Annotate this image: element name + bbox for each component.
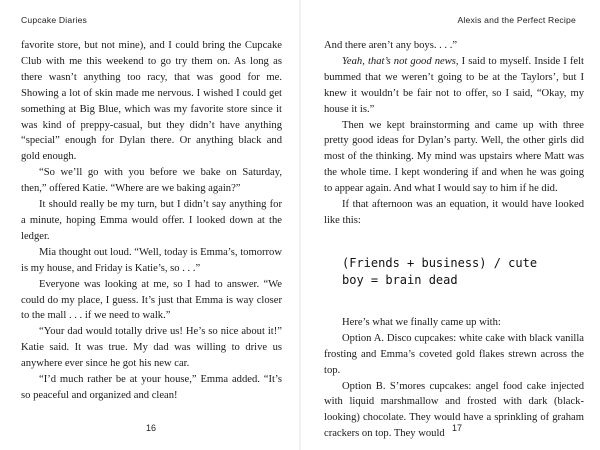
running-head-series-title: Cupcake Diaries — [21, 15, 88, 25]
paragraph: And there aren’t any boys. . . .” — [324, 40, 458, 51]
page-number: 16 — [146, 423, 157, 433]
paragraph-continuation: I said to myself. Inside I felt bummed that we weren’t going to be at the Taylors’, but I knew it wouldn’t be fair not to offer, so I said, “Okay, my house it is.” — [324, 55, 584, 115]
left-page-body — [21, 38, 282, 404]
handwritten-equation — [342, 255, 584, 289]
paragraph — [324, 54, 584, 118]
paragraph: favorite store, but not mine), and I could bring the Cupcake Club with me this weekend to go try them on. As long as there wasn’t anything too racy, that was good for me. Showing a lot of skin made me nervous. I wished I could get something at Big Blue, which was my favorite store since it was kind of preppy-casual, but they didn’t have anything “special” enough for Dylan there. Or anything black and gold enough. — [21, 40, 282, 163]
equation-line-1: (Friends + business) / cute — [342, 255, 538, 270]
paragraph: Everyone was looking at me, so I had to answer. “We could do my place, I guess. It’s just that Emma is way closer to the mall . . . if we need to walk.” — [21, 278, 282, 322]
equation-line-2: boy = brain dead — [342, 272, 458, 287]
paragraph: Here’s what we finally came up with: — [342, 316, 501, 328]
italic-thought: Yeah, that’s not good news, — [342, 55, 459, 67]
paragraph: “Your dad would totally drive us! He’s so nice about it!” Katie said. It was true. My dad was willing to drive us anywhere ever since he got his new car. — [21, 326, 282, 370]
paragraph: “So we’ll go with you before we bake on Saturday, then,” offered Katie. “Where are we baking again?” — [21, 167, 282, 195]
paragraph: Then we kept brainstorming and came up with three pretty good ideas for Dylan’s party. Well, the other girls did most of the thinking. My mind was upstairs where Matt was the whole time. I kept wondering if and when he was going to appear again. And what I would say to him if he did. — [324, 119, 584, 195]
paragraph: Option B. S’mores cupcakes: angel food cake injected with liquid marshmallow and frosted with dark (black-looking) chocolate. They would have a sprinkling of graham crackers on top. They would — [324, 380, 584, 440]
right-page — [300, 0, 600, 450]
paragraph: “I’d much rather be at your house,” Emma added. “It’s so peaceful and organized and clean! — [21, 374, 282, 401]
paragraph: Mia thought out loud. “Well, today is Emma’s, tomorrow is my house, and Friday is Katie’s, so . . .” — [21, 246, 282, 274]
paragraph: If that afternoon was an equation, it would have looked like this: — [324, 199, 584, 226]
page-number: 17 — [452, 423, 463, 433]
running-head-book-title: Alexis and the Perfect Recipe — [457, 15, 576, 25]
right-page-body — [324, 38, 584, 442]
paragraph: It should really be my turn, but I didn’t say anything for a minute, hoping Emma would offer. I looked down at the ledger. — [21, 199, 282, 242]
paragraph: Option A. Disco cupcakes: white cake with black vanilla frosting and Emma’s coveted gold flakes strewn across the top. — [324, 332, 584, 376]
